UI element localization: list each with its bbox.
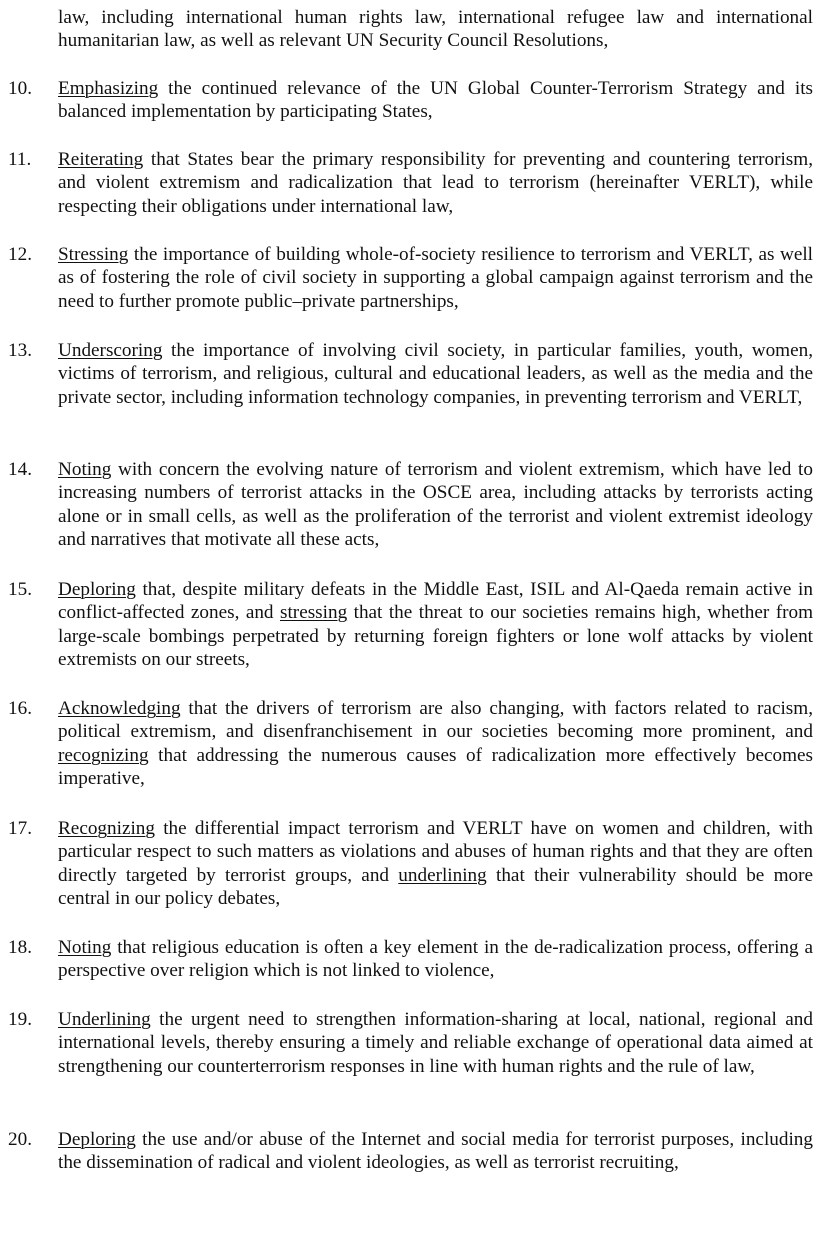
paragraph-text: Recognizing the differential impact terrorism and VERLT have on women and children, with particular respect to such matters as violations and abuses of human rights and that they are often directly targeted by terrorist groups, and underlining that their vulnerability should be more central in our policy debates, [58, 818, 814, 910]
paragraph-text: Deploring that, despite military defeats in the Middle East, ISIL and Al-Qaeda remain active in conflict-affected zones, and stressing that the threat to our societies remains high, whether from large-scale bombings perpetrated by returning foreign fighters or lone wolf attacks by violent extremists on our streets, [58, 579, 813, 671]
paragraph-lead-term: Stressing [58, 244, 129, 265]
paragraph-number: 12. [8, 244, 32, 265]
paragraph-number: 20. [8, 1129, 32, 1150]
paragraph-text: Noting with concern the evolving nature of terrorism and violent extremism, which have led to increasing numbers of terrorist attacks in the OSCE area, including attacks by terrorists acting alone or in small cells, as well as the proliferation of the terrorist and violent extremist ideology and narratives that motivate all these acts, [58, 459, 813, 551]
paragraph-lead-term: Recognizing [58, 818, 155, 839]
paragraph-lead-term: Reiterating [58, 149, 144, 170]
paragraph-number: 16. [8, 698, 32, 719]
paragraph-text: law, including international human rights law, international refugee law and international humanitarian law, as well as relevant UN Security Council Resolutions, [58, 7, 813, 52]
paragraph-number: 17. [8, 818, 32, 839]
paragraph-text: Underscoring the importance of involving civil society, in particular families, youth, women, victims of terrorism, and religious, cultural and educational leaders, as well as the media and the private sector, including information technology companies, in preventing terrorism and VERLT, [58, 340, 813, 408]
paragraph-number: 13. [8, 340, 32, 361]
paragraph-number: 19. [8, 1009, 32, 1030]
paragraph-mid-term: stressing [280, 602, 348, 624]
paragraph-lead-term: Emphasizing [58, 78, 159, 99]
paragraph-number: 15. [8, 579, 32, 600]
paragraph-text: Emphasizing the continued relevance of the UN Global Counter-Terrorism Strategy and its balanced implementation by participating States, [58, 78, 813, 123]
paragraph-lead-term: Underlining [58, 1009, 151, 1030]
paragraph-lead-term: Acknowledging [58, 698, 181, 719]
paragraph-number: 18. [8, 937, 32, 958]
paragraph-lead-term: Deploring [58, 1129, 136, 1150]
paragraph-text: Noting that religious education is often a key element in the de-radicalization process, offering a perspective over religion which is not linked to violence, [58, 937, 813, 982]
paragraph-lead-term: Noting [58, 937, 112, 958]
paragraph-text: Acknowledging that the drivers of terrorism are also changing, with factors related to racism, political extremism, and disenfranchisement in our societies becoming more prominent, and recognizing that addressing the numerous causes of radicalization more effectively becomes imperative, [58, 698, 813, 790]
paragraph-number: 10. [8, 78, 32, 99]
paragraph-mid-term: recognizing [58, 744, 149, 766]
paragraph-lead-term: Deploring [58, 579, 136, 600]
paragraph-number: 11. [8, 149, 32, 170]
paragraph-mid-term: underlining [398, 864, 487, 886]
paragraph-number: 14. [8, 459, 32, 480]
paragraph-text: Underlining the urgent need to strengthen information-sharing at local, national, regional and international levels, thereby ensuring a timely and reliable exchange of operational data aimed at strengthening our counterterrorism responses in line with human rights and the rule of law, [58, 1009, 813, 1077]
paragraph-text: Reiterating that States bear the primary responsibility for preventing and countering terrorism, and violent extremism and radicalization that lead to terrorism (hereinafter VERLT), while respecting their obligations under international law, [58, 149, 813, 217]
paragraph-lead-term: Noting [58, 459, 112, 480]
paragraph-text: Deploring the use and/or abuse of the Internet and social media for terrorist purposes, including the dissemination of radical and violent ideologies, as well as terrorist recruiting, [58, 1129, 813, 1174]
paragraph-lead-term: Underscoring [58, 340, 163, 361]
paragraph-text: Stressing the importance of building whole-of-society resilience to terrorism and VERLT, as well as of fostering the role of civil society in supporting a global campaign against terrorism and the need to further promote public–private partnerships, [58, 244, 813, 312]
